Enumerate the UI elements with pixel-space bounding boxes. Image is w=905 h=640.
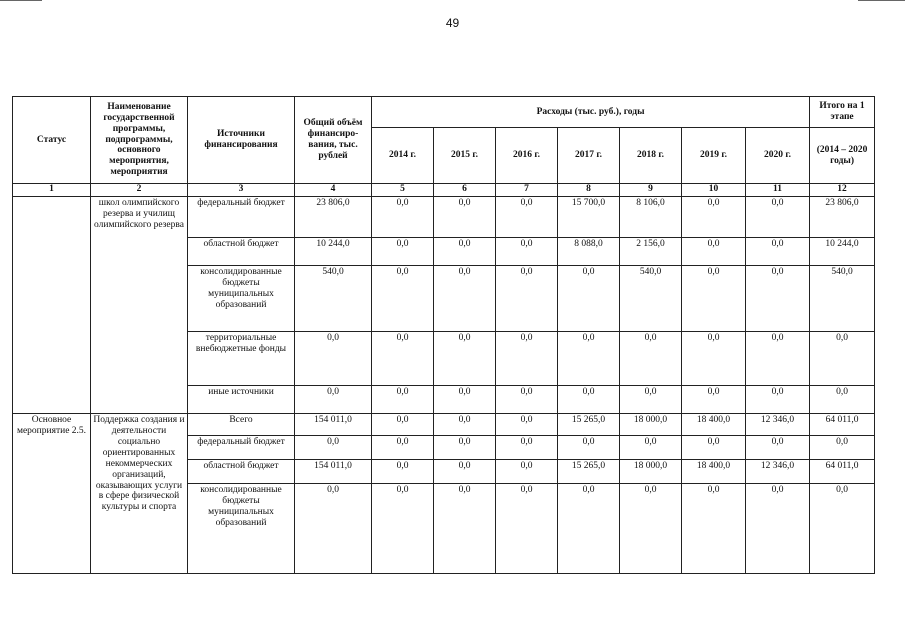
- value-cell: 0,0: [295, 386, 372, 414]
- value-cell: 0,0: [434, 197, 496, 238]
- status-cell: Основное мероприятие 2.5.: [13, 414, 91, 574]
- header-sources: Источники финансирования: [188, 97, 295, 184]
- value-cell: 2 156,0: [620, 238, 682, 266]
- source-cell: областной бюджет: [188, 460, 295, 484]
- top-rule-left: [0, 0, 42, 1]
- value-cell: 0,0: [810, 484, 875, 574]
- value-cell: 15 265,0: [558, 414, 620, 436]
- header-total: Общий объём финансиро-вания, тыс. рублей: [295, 97, 372, 184]
- value-cell: 15 700,0: [558, 197, 620, 238]
- value-cell: 10 244,0: [295, 238, 372, 266]
- column-number: 7: [496, 184, 558, 197]
- source-cell: консолидированные бюджеты муниципальных образований: [188, 266, 295, 332]
- value-cell: 0,0: [682, 386, 746, 414]
- column-number: 12: [810, 184, 875, 197]
- header-year: 2018 г.: [620, 128, 682, 184]
- value-cell: 12 346,0: [746, 414, 810, 436]
- column-number: 10: [682, 184, 746, 197]
- value-cell: 0,0: [372, 414, 434, 436]
- header-name: Наименование государственной программы, подпрограммы, основного мероприятия, мероприятия: [91, 97, 188, 184]
- value-cell: 0,0: [434, 484, 496, 574]
- value-cell: 23 806,0: [295, 197, 372, 238]
- value-cell: 0,0: [810, 386, 875, 414]
- value-cell: 8 106,0: [620, 197, 682, 238]
- value-cell: 64 011,0: [810, 460, 875, 484]
- value-cell: 0,0: [434, 460, 496, 484]
- column-number: 11: [746, 184, 810, 197]
- value-cell: 0,0: [496, 197, 558, 238]
- value-cell: 154 011,0: [295, 460, 372, 484]
- value-cell: 18 000,0: [620, 414, 682, 436]
- value-cell: 0,0: [746, 436, 810, 460]
- value-cell: 0,0: [810, 332, 875, 386]
- value-cell: 0,0: [372, 266, 434, 332]
- value-cell: 12 346,0: [746, 460, 810, 484]
- header-itogo-period: (2014 – 2020 годы): [810, 128, 875, 184]
- source-cell: федеральный бюджет: [188, 197, 295, 238]
- value-cell: 0,0: [295, 484, 372, 574]
- value-cell: 0,0: [434, 386, 496, 414]
- column-number-row: [13, 184, 875, 197]
- header-status: Статус: [13, 97, 91, 184]
- value-cell: 0,0: [496, 238, 558, 266]
- header-year: 2017 г.: [558, 128, 620, 184]
- source-cell: Всего: [188, 414, 295, 436]
- value-cell: 0,0: [372, 238, 434, 266]
- header-expenses: Расходы (тыс. руб.), годы: [372, 97, 810, 128]
- value-cell: 0,0: [496, 266, 558, 332]
- value-cell: 0,0: [682, 238, 746, 266]
- budget-table: [12, 96, 875, 574]
- value-cell: 0,0: [746, 332, 810, 386]
- value-cell: 540,0: [620, 266, 682, 332]
- column-number: 3: [188, 184, 295, 197]
- value-cell: 0,0: [496, 484, 558, 574]
- value-cell: 15 265,0: [558, 460, 620, 484]
- value-cell: 0,0: [558, 386, 620, 414]
- source-cell: иные источники: [188, 386, 295, 414]
- value-cell: 0,0: [496, 386, 558, 414]
- value-cell: 0,0: [746, 386, 810, 414]
- table-row: [13, 197, 875, 238]
- value-cell: 0,0: [434, 436, 496, 460]
- value-cell: 0,0: [682, 197, 746, 238]
- value-cell: 0,0: [620, 436, 682, 460]
- value-cell: 0,0: [746, 484, 810, 574]
- value-cell: 10 244,0: [810, 238, 875, 266]
- value-cell: 0,0: [434, 332, 496, 386]
- column-number: 5: [372, 184, 434, 197]
- source-cell: областной бюджет: [188, 238, 295, 266]
- value-cell: 0,0: [434, 238, 496, 266]
- value-cell: 0,0: [682, 436, 746, 460]
- value-cell: 0,0: [746, 197, 810, 238]
- name-cell: школ олимпийского резерва и училищ олимпийского резерва: [91, 197, 188, 414]
- value-cell: 0,0: [295, 332, 372, 386]
- value-cell: 0,0: [558, 266, 620, 332]
- column-number: 1: [13, 184, 91, 197]
- header-year: 2016 г.: [496, 128, 558, 184]
- value-cell: 0,0: [434, 414, 496, 436]
- column-number: 2: [91, 184, 188, 197]
- value-cell: 0,0: [372, 460, 434, 484]
- value-cell: 0,0: [372, 436, 434, 460]
- column-number: 8: [558, 184, 620, 197]
- value-cell: 8 088,0: [558, 238, 620, 266]
- value-cell: 64 011,0: [810, 414, 875, 436]
- header-year: 2015 г.: [434, 128, 496, 184]
- value-cell: 0,0: [746, 266, 810, 332]
- value-cell: 0,0: [682, 266, 746, 332]
- value-cell: 0,0: [372, 197, 434, 238]
- value-cell: 0,0: [496, 332, 558, 386]
- value-cell: 18 400,0: [682, 414, 746, 436]
- value-cell: 18 000,0: [620, 460, 682, 484]
- value-cell: 0,0: [682, 484, 746, 574]
- page-number: 49: [445, 16, 460, 30]
- column-number: 6: [434, 184, 496, 197]
- value-cell: 0,0: [620, 332, 682, 386]
- table-row: [13, 414, 875, 436]
- source-cell: федеральный бюджет: [188, 436, 295, 460]
- header-itogo-title: Итого на 1 этапе: [810, 97, 875, 128]
- value-cell: 0,0: [295, 436, 372, 460]
- value-cell: 0,0: [558, 484, 620, 574]
- value-cell: 23 806,0: [810, 197, 875, 238]
- value-cell: 0,0: [496, 460, 558, 484]
- value-cell: 0,0: [620, 484, 682, 574]
- value-cell: 154 011,0: [295, 414, 372, 436]
- value-cell: 0,0: [558, 332, 620, 386]
- source-cell: территориальные внебюджетные фонды: [188, 332, 295, 386]
- value-cell: 0,0: [810, 436, 875, 460]
- header-year: 2019 г.: [682, 128, 746, 184]
- header-year: 2014 г.: [372, 128, 434, 184]
- value-cell: 0,0: [372, 484, 434, 574]
- value-cell: 540,0: [295, 266, 372, 332]
- value-cell: 0,0: [746, 238, 810, 266]
- status-cell: [13, 197, 91, 414]
- value-cell: 540,0: [810, 266, 875, 332]
- value-cell: 0,0: [620, 386, 682, 414]
- value-cell: 0,0: [682, 332, 746, 386]
- source-cell: консолидированные бюджеты муниципальных образований: [188, 484, 295, 574]
- value-cell: 0,0: [496, 414, 558, 436]
- column-number: 4: [295, 184, 372, 197]
- name-cell: Поддержка создания и деятельности социально ориентированных некоммерческих организаций, оказывающих услуги в сфере физической культуры и спорта: [91, 414, 188, 574]
- value-cell: 0,0: [372, 386, 434, 414]
- value-cell: 0,0: [434, 266, 496, 332]
- header-year: 2020 г.: [746, 128, 810, 184]
- value-cell: 0,0: [496, 436, 558, 460]
- value-cell: 0,0: [372, 332, 434, 386]
- value-cell: 0,0: [558, 436, 620, 460]
- value-cell: 18 400,0: [682, 460, 746, 484]
- column-number: 9: [620, 184, 682, 197]
- top-rule-right: [858, 0, 905, 1]
